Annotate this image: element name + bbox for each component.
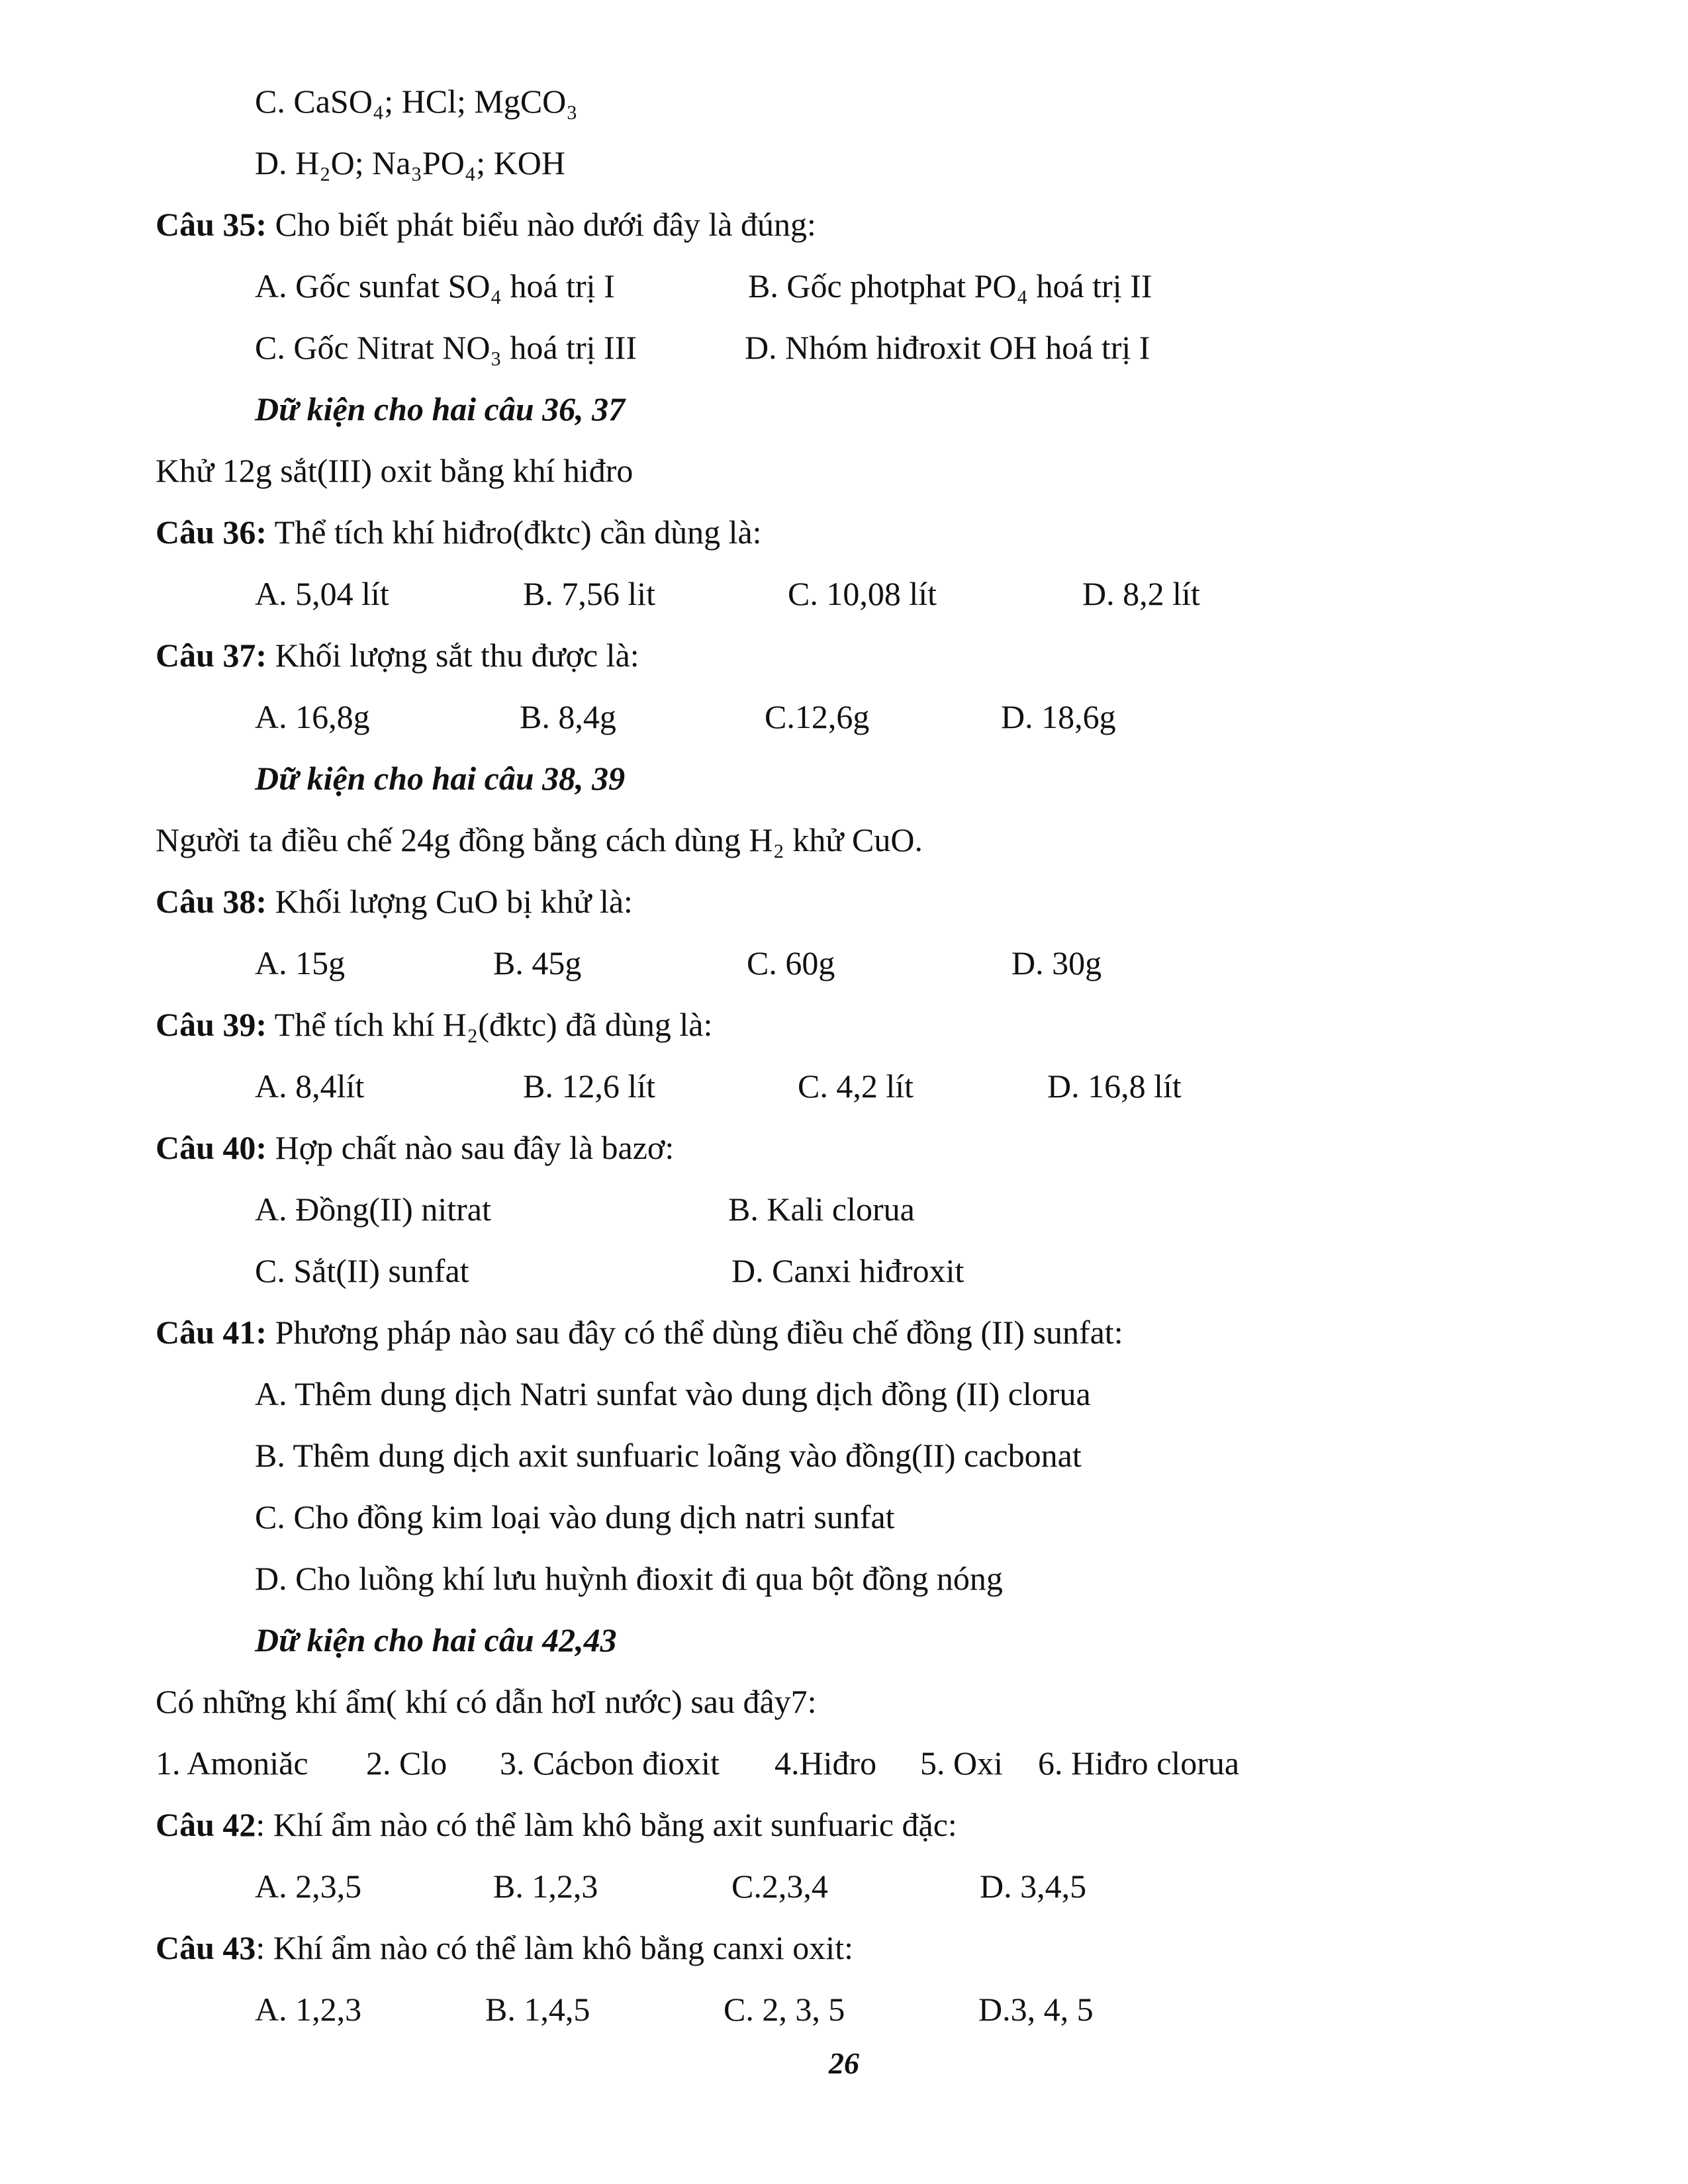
question-43 bbox=[156, 1928, 853, 1968]
option-c: C. 10,08 lít bbox=[788, 575, 937, 612]
question-41 bbox=[156, 1312, 1123, 1352]
context-heading: Dữ kiện cho hai câu 36, 37 bbox=[255, 390, 626, 428]
question-42 bbox=[156, 1805, 957, 1844]
option-b: B. Gốc photphat PO₄ hoá trị II bbox=[748, 267, 1152, 304]
option-a: A. 16,8g bbox=[255, 698, 370, 735]
question-text: Hợp chất nào sau đây là bazơ: bbox=[267, 1129, 675, 1166]
option-c: C. Cho đồng kim loại vào dung dịch natri sunfat bbox=[255, 1498, 895, 1535]
question-number: Câu 35: bbox=[156, 206, 267, 243]
option-b: B. Thêm dung dịch axit sunfuaric loãng vào đồng(II) cacbonat bbox=[255, 1437, 1082, 1474]
question-number: Câu 42 bbox=[156, 1806, 256, 1843]
question-number: Câu 38: bbox=[156, 883, 267, 920]
option-d: D. Nhóm hiđroxit OH hoá trị I bbox=[745, 329, 1150, 366]
option-a: A. Thêm dung dịch Natri sunfat vào dung dịch đồng (II) clorua bbox=[255, 1375, 1091, 1412]
question-number: Câu 39: bbox=[156, 1006, 267, 1043]
option-a: A. Gốc sunfat SO₄ hoá trị I bbox=[255, 267, 615, 304]
option-c: C.2,3,4 bbox=[731, 1868, 828, 1905]
option-c: C. Gốc Nitrat NO₃ hoá trị III bbox=[255, 329, 637, 366]
option-b: B. 1,4,5 bbox=[485, 1991, 590, 2028]
option-d: D.3, 4, 5 bbox=[978, 1991, 1094, 2028]
gas-item: 5. Oxi bbox=[920, 1745, 1003, 1782]
option-b: B. 1,2,3 bbox=[493, 1868, 598, 1905]
question-36 bbox=[156, 512, 762, 552]
question-text: Thể tích khí hiđro(đktc) cần dùng là: bbox=[267, 514, 762, 551]
option-d: D. H₂O; Na₃PO₄; KOH bbox=[255, 144, 565, 181]
gas-item: 6. Hiđro clorua bbox=[1038, 1745, 1240, 1782]
option-c: C. Sắt(II) sunfat bbox=[255, 1252, 469, 1289]
option-c: C.12,6g bbox=[765, 698, 870, 735]
option-b: B. 45g bbox=[493, 944, 582, 981]
gas-item: 2. Clo bbox=[366, 1745, 447, 1782]
option-b: B. 12,6 lít bbox=[523, 1068, 656, 1105]
gas-item: 4.Hiđro bbox=[774, 1745, 877, 1782]
page-number: 26 bbox=[829, 2046, 859, 2080]
question-37 bbox=[156, 635, 639, 675]
option-b: B. Kali clorua bbox=[728, 1191, 915, 1228]
context-text: Khử 12g sắt(III) oxit bằng khí hiđro bbox=[156, 452, 633, 489]
option-d: D. 18,6g bbox=[1001, 698, 1116, 735]
option-a: A. 8,4lít bbox=[255, 1068, 365, 1105]
option-b: B. 8,4g bbox=[520, 698, 616, 735]
option-d: D. 16,8 lít bbox=[1047, 1068, 1182, 1105]
gas-item: 1. Amoniăc bbox=[156, 1745, 308, 1782]
option-d: D. 8,2 lít bbox=[1082, 575, 1200, 612]
question-text: Khối lượng sắt thu được là: bbox=[267, 637, 639, 674]
option-a: A. 1,2,3 bbox=[255, 1991, 362, 2028]
option-d: D. Cho luồng khí lưu huỳnh đioxit đi qua bột đồng nóng bbox=[255, 1560, 1003, 1597]
question-40 bbox=[156, 1128, 674, 1167]
option-a: A. 5,04 lít bbox=[255, 575, 389, 612]
option-c: C. 4,2 lít bbox=[798, 1068, 914, 1105]
question-text: : Khí ẩm nào có thể làm khô bằng canxi oxit: bbox=[256, 1929, 853, 1966]
question-35 bbox=[156, 205, 816, 244]
option-d: D. Canxi hiđroxit bbox=[731, 1252, 964, 1289]
option-d: D. 3,4,5 bbox=[980, 1868, 1087, 1905]
question-number: Câu 36: bbox=[156, 514, 267, 551]
question-39 bbox=[156, 1005, 712, 1044]
question-text: Thể tích khí H₂(đktc) đã dùng là: bbox=[267, 1006, 713, 1043]
option-c: C. 60g bbox=[747, 944, 835, 981]
question-text: : Khí ẩm nào có thể làm khô bằng axit sunfuaric đặc: bbox=[256, 1806, 957, 1843]
question-number: Câu 40: bbox=[156, 1129, 267, 1166]
option-a: A. 2,3,5 bbox=[255, 1868, 362, 1905]
question-text: Phương pháp nào sau đây có thể dùng điều chế đồng (II) sunfat: bbox=[267, 1314, 1123, 1351]
question-38 bbox=[156, 882, 633, 921]
context-heading: Dữ kiện cho hai câu 38, 39 bbox=[255, 760, 626, 797]
question-text: Khối lượng CuO bị khử là: bbox=[267, 883, 633, 920]
context-text: Có những khí ẩm( khí có dẫn hơI nước) sau đây7: bbox=[156, 1683, 817, 1720]
question-number: Câu 41: bbox=[156, 1314, 267, 1351]
question-number: Câu 37: bbox=[156, 637, 267, 674]
gas-item: 3. Cácbon đioxit bbox=[500, 1745, 720, 1782]
context-heading: Dữ kiện cho hai câu 42,43 bbox=[255, 1621, 617, 1659]
question-text: Cho biết phát biểu nào dưới đây là đúng: bbox=[267, 206, 816, 243]
option-a: A. Đồng(II) nitrat bbox=[255, 1191, 491, 1228]
question-number: Câu 43 bbox=[156, 1929, 256, 1966]
option-c: C. 2, 3, 5 bbox=[724, 1991, 845, 2028]
option-c: C. CaSO₄; HCl; MgCO₃ bbox=[255, 83, 578, 120]
context-text: Người ta điều chế 24g đồng bằng cách dùng H₂ khử CuO. bbox=[156, 821, 923, 858]
option-b: B. 7,56 lit bbox=[523, 575, 656, 612]
option-a: A. 15g bbox=[255, 944, 346, 981]
option-d: D. 30g bbox=[1011, 944, 1102, 981]
